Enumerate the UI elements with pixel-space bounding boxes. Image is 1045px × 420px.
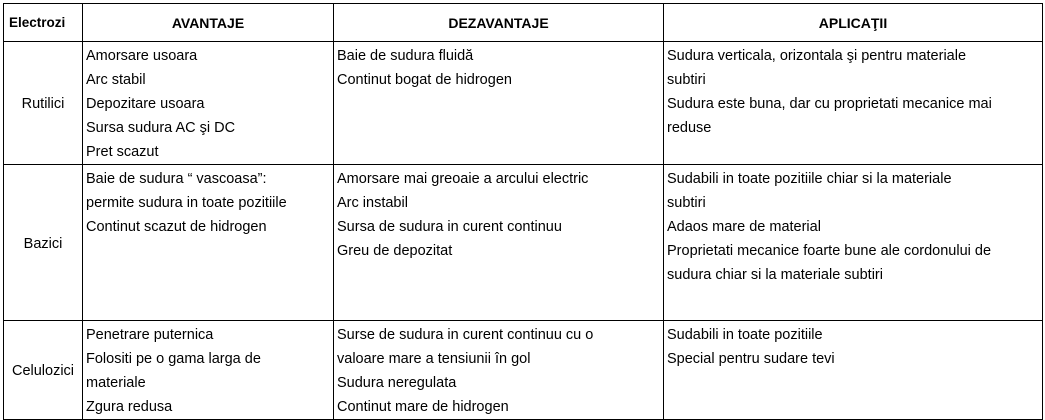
list-item: Zgura redusa [86, 399, 173, 415]
list-item: Special pentru sudare tevi [667, 351, 835, 367]
list-item: Continut scazut de hidrogen [86, 219, 267, 235]
list-item: Sursa de sudura in curent continuu [337, 219, 562, 235]
header-electrozi: Electrozi [4, 4, 83, 42]
table-row [4, 42, 1043, 165]
list-item: Baie de sudura “ vascoasa”: [86, 171, 267, 187]
list-item: Continut bogat de hidrogen [337, 72, 512, 88]
list-item: valoare mare a tensiunii în gol [337, 351, 531, 367]
dezavantaje-cell [334, 42, 664, 165]
list-item: Depozitare usoara [86, 96, 205, 112]
list-item: Amorsare usoara [86, 48, 198, 64]
list-item: materiale [86, 375, 146, 391]
list-item: Sudabili in toate pozitiile [667, 327, 823, 343]
list-item: Proprietati mecanice foarte bune ale cordonului de [667, 243, 992, 259]
electrodes-table-wrapper [3, 3, 1043, 420]
table-row [4, 165, 1043, 321]
header-row [4, 4, 1043, 42]
electrodes-table [3, 3, 1043, 420]
list-item: Sudabili in toate pozitiile chiar si la materiale [667, 171, 952, 187]
list-item: permite sudura in toate pozitiile [86, 195, 287, 211]
header-dezavantaje: DEZAVANTAJE [334, 4, 664, 42]
list-item: sudura chiar si la materiale subtiri [667, 267, 883, 283]
list-item: reduse [667, 120, 712, 136]
avantaje-cell [83, 321, 334, 420]
electrode-name: Rutilici [4, 42, 83, 165]
list-item: subtiri [667, 195, 706, 211]
aplicatii-cell [664, 321, 1043, 420]
list-item: Arc stabil [86, 72, 146, 88]
list-item: subtiri [667, 72, 706, 88]
dezavantaje-cell [334, 321, 664, 420]
header-aplicatii: APLICAŢII [664, 4, 1043, 42]
list-item: Adaos mare de material [667, 219, 821, 235]
list-item: Surse de sudura in curent continuu cu o [337, 327, 594, 343]
aplicatii-cell [664, 165, 1043, 321]
electrode-name: Celulozici [4, 321, 83, 420]
list-item: Sudura neregulata [337, 375, 457, 391]
list-item: Baie de sudura fluidă [337, 48, 474, 64]
list-item: Greu de depozitat [337, 243, 453, 259]
list-item: Penetrare puternica [86, 327, 214, 343]
avantaje-cell [83, 42, 334, 165]
list-item: Pret scazut [86, 144, 159, 160]
header-avantaje: AVANTAJE [83, 4, 334, 42]
list-item: Sursa sudura AC şi DC [86, 120, 236, 136]
electrode-name: Bazici [4, 165, 83, 321]
table-row [4, 321, 1043, 420]
list-item: Folositi pe o gama larga de [86, 351, 261, 367]
list-item: Amorsare mai greoaie a arcului electric [337, 171, 589, 187]
avantaje-cell [83, 165, 334, 321]
dezavantaje-cell [334, 165, 664, 321]
list-item: Arc instabil [337, 195, 408, 211]
list-item: Continut mare de hidrogen [337, 399, 509, 415]
list-item: Sudura verticala, orizontala şi pentru materiale [667, 48, 967, 64]
list-item: Sudura este buna, dar cu proprietati mecanice mai [667, 96, 992, 112]
aplicatii-cell [664, 42, 1043, 165]
